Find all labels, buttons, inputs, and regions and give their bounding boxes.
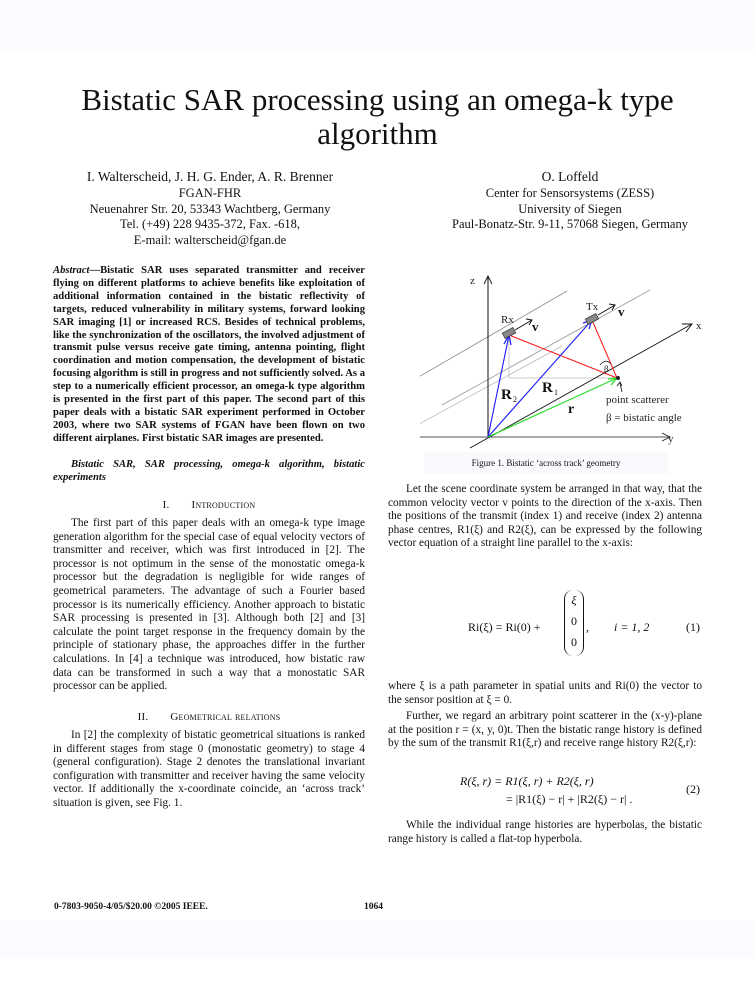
bottom-margin-band xyxy=(0,920,755,958)
r2-label: R xyxy=(501,387,512,403)
abstract-text: —Bistatic SAR uses separated transmitter and receiver flying on different platforms to achieve benefits like exploitation of additional information contained in the bistatic reflectivity of targets, reduced vulnerability in military systems, forward looking SAR imaging [1] or increased RCS. Besides of technical problems, like the synchronization of the oscillators, the involved adjustment of transmit pulse versus receive gate timing, antenna pointing, flight coordination and motion compensation, the development of bistatic focusing algorithm is still in progress and not sufficiently solved. As a step to a numerically efficient processor, an omega-k type algorithm is presented in the first part of this paper. The second part of this paper deals with a bistatic SAR experiment performed in October 2003, where two SAR systems of FGAN have been flown on two different airplanes. First bistatic SAR images are presented. xyxy=(53,265,365,444)
paragraph: The first part of this paper deals with an omega-k type image generation algorithm for the special case of equal velocity vectors of transmitter and receiver, which was first introduced in [2]. The processor is not optimum in the sense of the monostatic omega-k processor but the degradation is negligible for wide ranges of geometrical parameters. The advantage of such a Fourier based processor is its numerically efficiency. Another approach to bistatic SAR processing is presented in [3]. Although both [2] and [3] calculate the point target response in the frequency domain by the principle of stationary phase, the approaches differ in the further calculations. In [4] a technique was introduced, how bistatic raw data can be transformed in such a way that a monostatic SAR processor can be applied. xyxy=(53,517,365,693)
keywords: Bistatic SAR, SAR processing, omega-k algorithm, bistatic experiments xyxy=(53,459,365,483)
section-number: II. xyxy=(137,711,149,723)
beta-label: β xyxy=(604,364,609,374)
section-heading-introduction xyxy=(53,499,365,511)
equation-2 xyxy=(388,760,702,816)
paragraph: While the individual range histories are hyperbolas, the bistatic range history is called a flat-top hyperbola. xyxy=(388,819,702,845)
top-margin-band xyxy=(0,0,755,52)
author-affiliation: Center for Sensorsystems (ZESS) xyxy=(485,186,655,200)
equation-2-line-2: = |R1(ξ) − r| + |R2(ξ) − r| . xyxy=(506,792,633,806)
introduction-body xyxy=(53,517,365,694)
equation-2-line-1: R(ξ, r) = R1(ξ, r) + R2(ξ, r) xyxy=(460,774,594,788)
bistatic-angle-definition: β = bistatic angle xyxy=(606,412,682,424)
point-scatterer-label: point scatterer xyxy=(606,394,669,406)
geometrical-relations-body xyxy=(53,729,365,811)
paper-title: Bistatic SAR processing using an omega-k type algorithm xyxy=(81,81,674,151)
velocity-label: v xyxy=(532,319,539,334)
author-block-left xyxy=(40,168,380,248)
r1-label: R xyxy=(542,380,553,396)
section-heading-geometrical-relations xyxy=(53,711,365,723)
velocity-label: v xyxy=(618,304,625,319)
author-phone: Tel. (+49) 228 9435-372, Fax. -618, xyxy=(119,217,301,231)
right-paragraph-2 xyxy=(388,680,702,707)
figure-1-geometry-diagram xyxy=(420,262,740,458)
equation-1: Ri(ξ) = Ri(0) + ξ 0 0 , i = 1, 2 (1) xyxy=(388,588,702,672)
paragraph: Let the scene coordinate system be arranged in that way, that the common velocity vector v points to the direction of the x-axis. Then the positions of the transmit (index 1) and receive (index 2) antenna phase centres, R1(ξ) and R2(ξ), can be expressed by the following vector equation of a straight line parallel to the x-axis: xyxy=(388,483,702,550)
section-title: Introduction xyxy=(191,499,256,511)
vector-component: 0 xyxy=(571,614,577,628)
x-axis-label: x xyxy=(696,320,702,332)
page-number: 1064 xyxy=(364,902,383,912)
right-paragraph-4 xyxy=(388,819,702,846)
r2-subscript: 2 xyxy=(513,395,517,404)
author-email: E-mail: walterscheid@fgan.de xyxy=(133,232,287,247)
equation-1-lhs: Ri(ξ) = Ri(0) + xyxy=(468,620,541,634)
vector-component: 0 xyxy=(571,635,577,649)
equation-1-condition: i = 1, 2 xyxy=(614,620,650,634)
vector-component: ξ xyxy=(571,593,577,607)
z-axis-label: z xyxy=(470,275,475,287)
equation-1-vector xyxy=(564,590,584,656)
tx-label: Tx xyxy=(586,301,599,313)
section-number: I. xyxy=(162,499,170,511)
y-axis-label: y xyxy=(668,433,674,445)
author-block-right xyxy=(400,168,740,233)
paragraph: Further, we regard an arbitrary point scatterer in the (x-y)-plane at the position r = (x, y, 0)t. Then the bistatic range history is defined by the sum of the transmit R1(ξ,r) and receive range history R2(ξ,r): xyxy=(388,710,702,750)
author-names: I. Walterscheid, J. H. G. Ender, A. R. Brenner xyxy=(86,169,334,184)
abstract-label: Abstract xyxy=(53,265,90,276)
right-paragraph-1 xyxy=(388,483,702,551)
author-university: University of Siegen xyxy=(518,201,622,216)
paragraph: where ξ is a path parameter in spatial units and Ri(0) the vector to the sensor position at ξ = 0. xyxy=(388,680,702,706)
r-vector-label: r xyxy=(568,402,575,417)
section-title: Geometrical relations xyxy=(170,711,281,723)
abstract xyxy=(53,265,365,446)
author-names: O. Loffeld xyxy=(541,169,599,184)
rx-label: Rx xyxy=(501,314,514,326)
right-paragraph-3 xyxy=(388,710,702,751)
figure-1-caption: Figure 1. Bistatic ‘across track’ geometry xyxy=(424,452,668,474)
author-address: Paul-Bonatz-Str. 9-11, 57068 Siegen, Germany xyxy=(452,217,688,231)
r1-subscript: 1 xyxy=(554,388,558,397)
author-affiliation: FGAN-FHR xyxy=(178,186,242,200)
equation-1-number: (1) xyxy=(686,620,700,634)
author-address: Neuenahrer Str. 20, 53343 Wachtberg, Germany xyxy=(89,201,331,216)
copyright-notice: 0-7803-9050-4/05/$20.00 ©2005 IEEE. xyxy=(54,902,208,912)
paragraph: In [2] the complexity of bistatic geometrical situations is ranked in different stages from stage 0 (monostatic geometry) to stage 4 (general configuration). Stage 2 denotes the translational invariant configuration with transmitter and receiver having the same velocity vector. If additionally the x-coordinate coincide, an ‘across track’ situation is given, see Fig. 1. xyxy=(53,729,365,809)
equation-2-number: (2) xyxy=(686,782,700,796)
